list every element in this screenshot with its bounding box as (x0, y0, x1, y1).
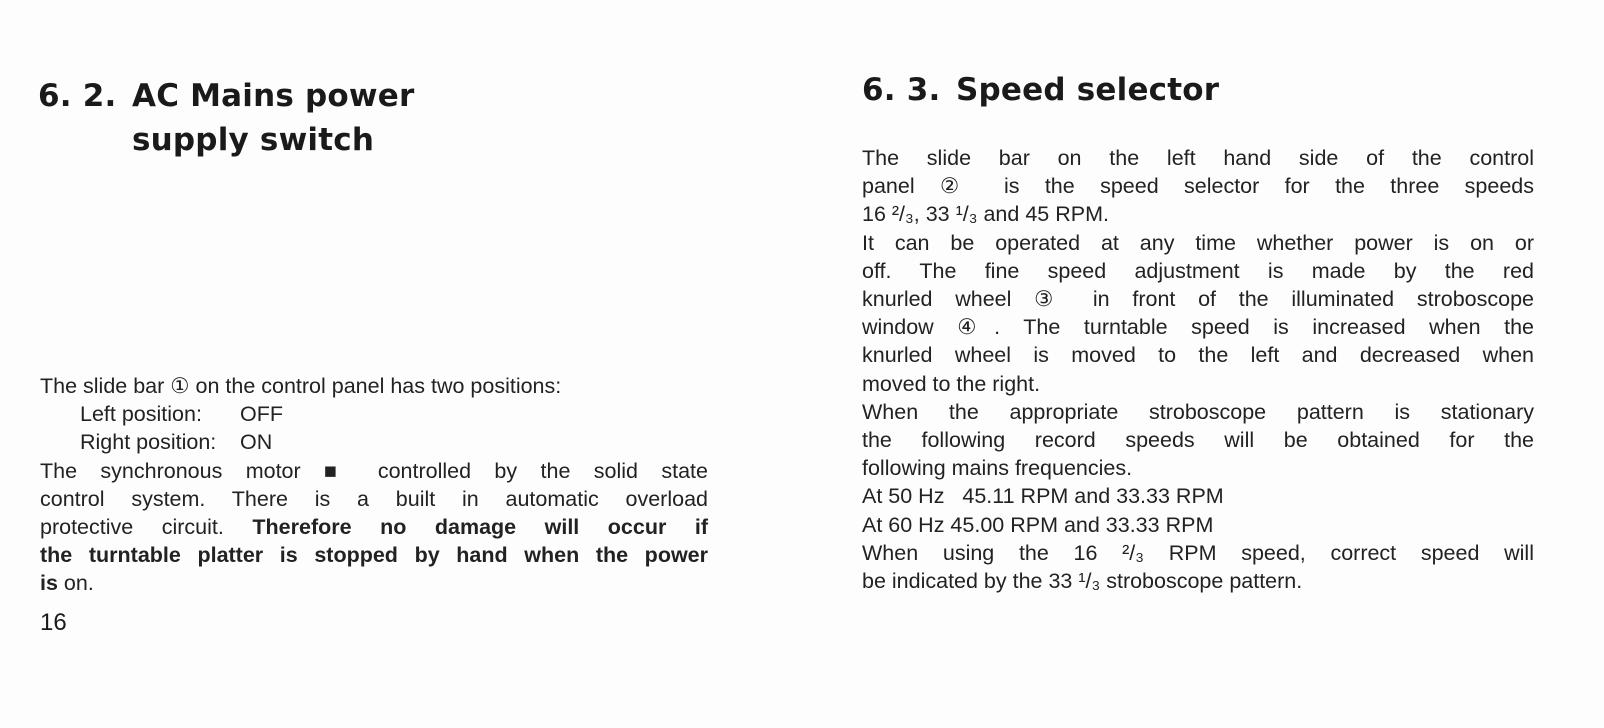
body-line: the following record speeds will be obtained for the (862, 428, 1534, 453)
heading-title-line2: supply switch (132, 122, 375, 158)
section-heading-6-3 (862, 68, 1219, 112)
body-line: control system. There is a built in automatic overload (40, 486, 708, 511)
body-line-mixed (40, 513, 708, 541)
body-line: knurled wheel is moved to the left and decreased when (862, 343, 1534, 368)
body-line: following mains frequencies. (862, 456, 1133, 481)
body-line: The synchronous motor ■ controlled by the solid state (40, 458, 708, 483)
position-row-right (40, 428, 708, 456)
body-line: When using the 16 ²/₃ RPM speed, correct speed will (862, 540, 1534, 565)
body-line-bold: the turntable platter is stopped by hand when the power (40, 543, 708, 568)
heading-title: Speed selector (956, 72, 1220, 108)
body-line: At 60 Hz 45.00 RPM and 33.33 RPM (862, 512, 1214, 537)
section-body-6-2 (40, 372, 708, 598)
section-body-6-3 (862, 144, 1534, 595)
body-line: At 50 Hz 45.11 RPM and 33.33 RPM (862, 484, 1224, 509)
heading-number: 6. 2. (38, 78, 117, 114)
heading-title-line1: AC Mains power (132, 78, 415, 114)
body-line: window ④. The turntable speed is increased when the (862, 315, 1534, 340)
body-line: off. The fine speed adjustment is made by the red (862, 258, 1534, 283)
position-row-left (40, 400, 708, 428)
heading-number: 6. 3. (862, 72, 941, 108)
body-line: It can be operated at any time whether power is on or (862, 230, 1534, 255)
body-line: be indicated by the 33 ¹/₃ stroboscope pattern. (862, 569, 1303, 594)
body-line: moved to the right. (862, 371, 1041, 396)
right-page (802, 0, 1604, 728)
position-label: Right position: (80, 430, 217, 455)
body-line: The slide bar ① on the control panel has two positions: (40, 374, 562, 398)
body-line: panel ② is the speed selector for the three speeds (862, 174, 1534, 199)
body-line: knurled wheel ③ in front of the illuminated stroboscope (862, 287, 1534, 312)
body-text-bold: is (40, 571, 58, 596)
body-text-normal: protective circuit. (40, 515, 224, 540)
body-line-last (40, 569, 708, 597)
body-line: 16 ²/₃, 33 ¹/₃ and 45 RPM. (862, 202, 1109, 227)
body-text-bold: Therefore no damage will occur if (252, 515, 708, 540)
position-value: ON (240, 430, 273, 455)
body-line: The slide bar on the left hand side of the control (862, 146, 1534, 170)
position-value: OFF (240, 402, 283, 427)
body-text-normal: on. (63, 571, 94, 596)
page-number: 16 (40, 609, 67, 636)
body-line: When the appropriate stroboscope pattern is stationary (862, 399, 1534, 424)
section-heading-6-2 (38, 74, 414, 162)
position-label: Left position: (80, 402, 202, 427)
